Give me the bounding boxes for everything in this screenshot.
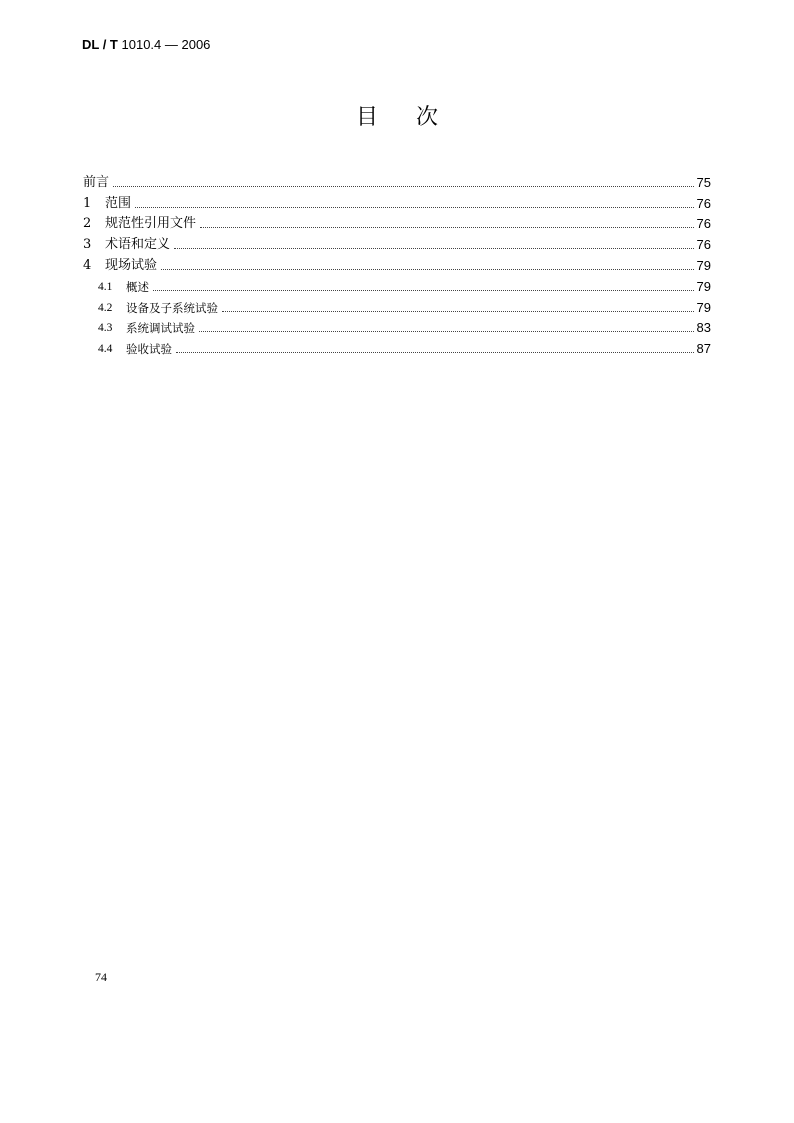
toc-dot-leader (135, 206, 694, 208)
toc-entry-label: 设备及子系统试验 (126, 300, 218, 315)
toc-dot-leader (176, 351, 694, 353)
toc-dot-leader (174, 247, 694, 249)
toc-entry-number: 4.2 (98, 301, 113, 314)
table-of-contents (83, 170, 711, 357)
page-title: 目次 (355, 105, 476, 130)
toc-entry-label: 系统调试试验 (126, 321, 195, 336)
toc-entry-number: 3 (83, 237, 92, 253)
toc-entry-number: 4.3 (98, 322, 113, 335)
toc-entry-page: 76 (696, 237, 711, 253)
toc-entry-page: 79 (696, 299, 711, 315)
document-header (82, 37, 210, 52)
toc-entry-number: 4.4 (98, 343, 113, 356)
standard-code: DL / T (82, 37, 118, 52)
toc-entry-terms-definitions[interactable] (83, 232, 711, 253)
toc-entry-foreword[interactable] (83, 170, 711, 191)
toc-entry-page: 75 (696, 174, 711, 190)
toc-entry-system-commissioning-tests[interactable] (83, 316, 711, 337)
toc-entry-scope[interactable] (83, 191, 711, 212)
toc-entry-number: 2 (83, 216, 92, 232)
toc-dot-leader (161, 268, 694, 270)
toc-entry-equipment-subsystem-tests[interactable] (83, 295, 711, 316)
toc-dot-leader (200, 226, 694, 228)
toc-dot-leader (153, 289, 694, 291)
toc-entry-label: 前言 (83, 174, 110, 190)
toc-entry-label: 验收试验 (126, 342, 172, 357)
toc-entry-acceptance-tests[interactable] (83, 336, 711, 357)
toc-entry-page: 79 (696, 278, 711, 294)
toc-entry-label: 规范性引用文件 (105, 216, 197, 232)
toc-entry-page: 87 (696, 341, 711, 357)
toc-entry-page: 76 (696, 216, 711, 232)
page-number: 74 (95, 970, 107, 984)
toc-entry-page: 76 (696, 195, 711, 211)
toc-entry-label: 概述 (126, 279, 149, 294)
toc-dot-leader (199, 330, 694, 332)
standard-number: 1010.4 — 2006 (121, 37, 211, 52)
toc-entry-label: 术语和定义 (105, 237, 171, 253)
toc-entry-number: 1 (83, 195, 92, 211)
toc-dot-leader (113, 185, 694, 187)
toc-entry-page: 79 (696, 257, 711, 273)
toc-entry-page: 83 (696, 320, 711, 336)
toc-entry-label: 现场试验 (105, 257, 158, 273)
toc-entry-number: 4 (83, 257, 92, 273)
toc-entry-normative-references[interactable] (83, 212, 711, 233)
toc-dot-leader (222, 310, 694, 312)
toc-entry-label: 范围 (105, 195, 132, 211)
toc-entry-overview[interactable] (83, 274, 711, 295)
toc-entry-field-tests[interactable] (83, 253, 711, 274)
toc-entry-number: 4.1 (98, 280, 113, 293)
